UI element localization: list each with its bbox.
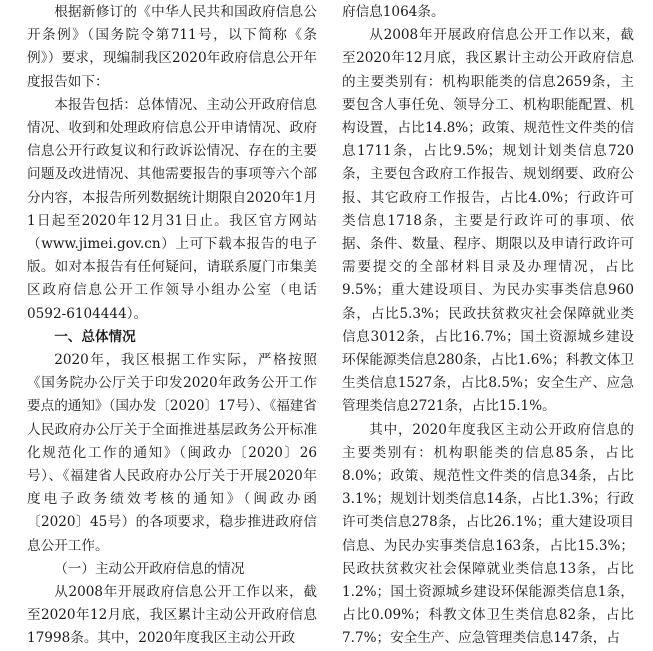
- subsection-heading-proactive: （一）主动公开政府信息的情况: [54, 560, 245, 577]
- proactive-paragraph-end: 府信息1064条。: [342, 4, 445, 20]
- scope-paragraph: 本报告包括：总体情况、主动公开政府信息情况、收到和处理政府信息公开申请情况、政府信息公开行政复议和行政诉讼情况、存在的主要问题及改进情况、其他需要报告的事项等六个部分内容，本报告所列数据统计期限自2020年1月1日起至2020年12月31日止。我区官方网站（www.jimei.gov.cn）上可下载本报告的电子版。如对本报告有任何疑问，请联系厦门市集美区政府信息公开工作领导小组办公室（电话0592-6104444）。: [27, 96, 317, 322]
- section-heading-overview: 一、总体情况: [54, 328, 136, 345]
- overview-paragraph: 2020年，我区根据工作实际，严格按照《国务院办公厅关于印发2020年政务公开工作要点的通知》（国办发〔2020〕17号）、《福建省人民政府办公厅关于全面推进基层政务公开标准化规范化工作的通知》（闽政办〔2020〕26号）、《福建省人民政府办公厅关于开展2020年度电子政务绩效考核的通知》（闽政办函〔2020〕45号）的各项要求，稳步推进政府信息公开工作。: [27, 352, 317, 554]
- year-2020-categories-paragraph: 其中，2020年度我区主动公开政府信息的主要类别有：机构职能类的信息85条，占比8.0%；政策、规范性文件类的信息34条，占比3.1%；规划计划类信息14条，占比1.3%；行政许可类信息278条，占比26.1%；重大建设项目信息、为民办实事类信息163条，占比15.3%；民政扶贫救灾社会保障就业类信息13条，占比1.2%；国土资源城乡建设环保能源类信息1条，占比0.09%；科教文体卫生类信息82条，占比7.7%；安全生产、应急管理类信息147条，占: [342, 421, 634, 647]
- cumulative-categories-paragraph: 从2008年开展政府信息公开工作以来，截至2020年12月底，我区累计主动公开政府信息的主要类别有：机构职能类的信息2659条，主要包含人事任免、领导分工、机构职能配置、机构设置，占比14.8%；政策、规范性文件类的信息1711条，占比9.5%；规划计划类信息720条，主要包含政府工作报告、规划纲要、政府公报、其它政府工作报告，占比4.0%；行政许可类信息1718条，主要是行政许可的事项、依据、条件、数量、程序、期限以及申请行政许可需要提交的全部材料目录及办理情况，占比9.5%；重大建设项目、为民办实事类信息960条，占比5.3%；民政扶贫救灾社会保障就业类信息3012条，占比16.7%；国土资源城乡建设环保能源类信息280条，占比1.6%；科教文体卫生类信息1527条，占比8.5%；安全生产、应急管理类信息2721条，占比15.1%。: [342, 27, 634, 415]
- proactive-paragraph-start: 从2008年开展政府信息公开工作以来，截至2020年12月底，我区累计主动公开政府信息17998条。其中，2020年度我区主动公开政: [27, 584, 317, 647]
- right-column: [342, 1, 634, 651]
- left-column: [27, 1, 317, 651]
- intro-paragraph: 根据新修订的《中华人民共和国政府信息公开条例》（国务院令第711号，以下简称《条例》）要求，现编制我区2020年政府信息公开年度报告如下：: [27, 4, 317, 90]
